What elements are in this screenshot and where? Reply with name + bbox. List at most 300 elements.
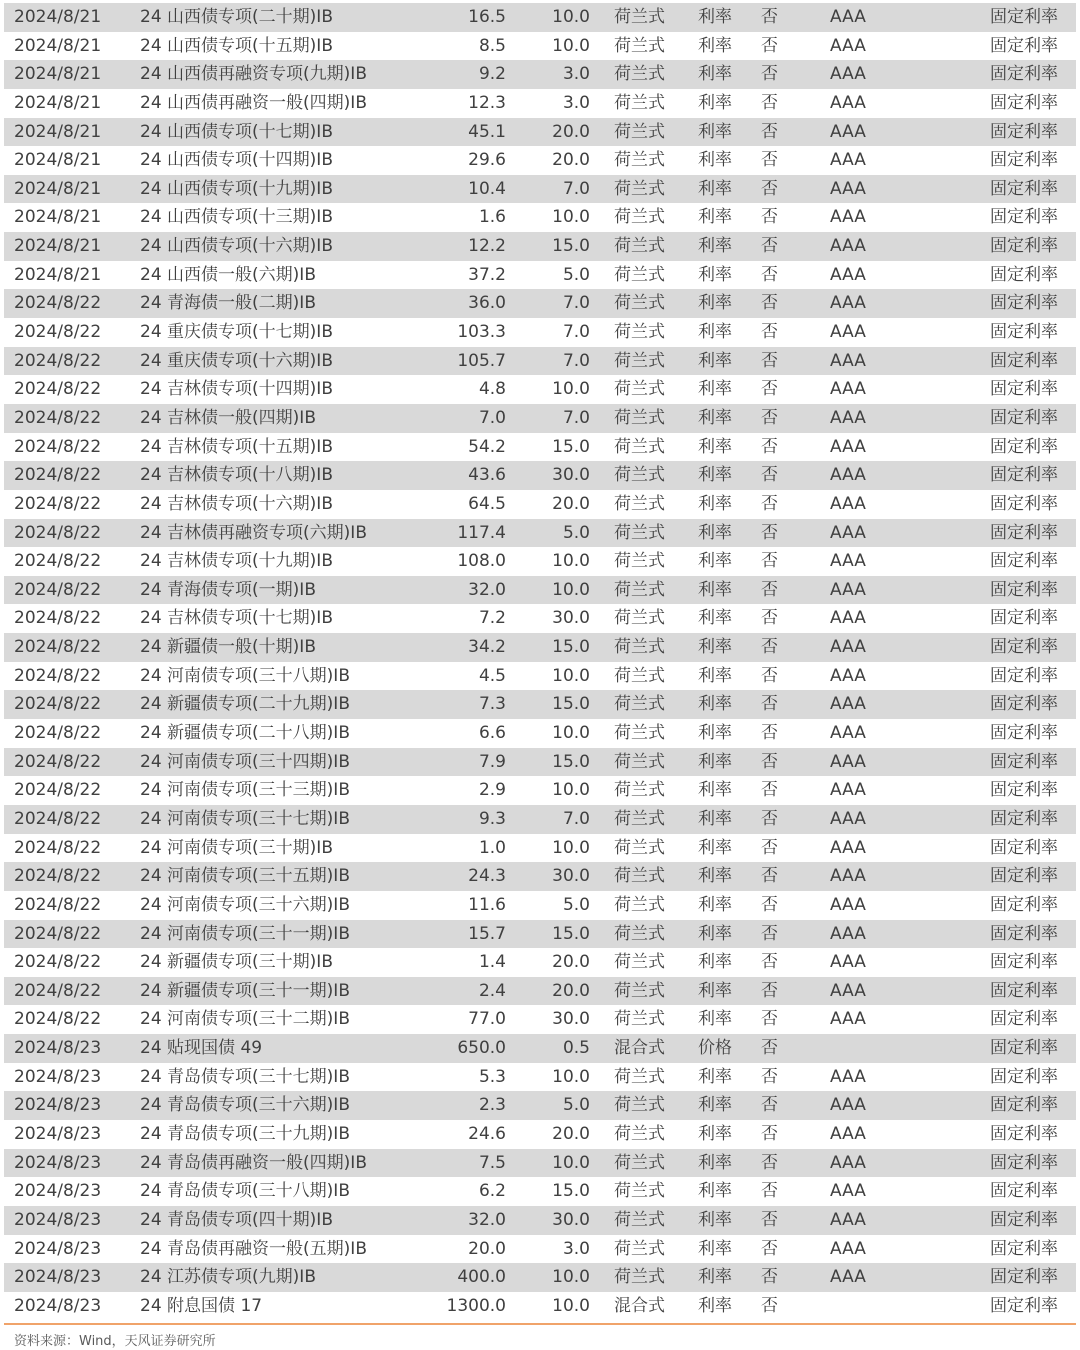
table-row [4, 1149, 1076, 1178]
issue-date-cell: 2024/8/22 [14, 322, 102, 343]
bond-name-cell: 24 山西债专项(十三期)IB [140, 207, 333, 228]
table-row [4, 1292, 1076, 1321]
bond-name-cell: 24 江苏债专项(九期)IB [140, 1267, 316, 1288]
rating-cell: AAA [830, 121, 866, 142]
rate-type-cell: 固定利率 [990, 551, 1058, 572]
embedded-option-cell: 否 [761, 436, 778, 457]
table-row [4, 347, 1076, 376]
embedded-option-cell: 否 [761, 1295, 778, 1316]
embedded-option-cell: 否 [761, 1181, 778, 1202]
auction-method-cell: 荷兰式 [614, 894, 665, 915]
issue-date-cell: 2024/8/23 [14, 1123, 102, 1144]
rating-cell: AAA [830, 465, 866, 486]
embedded-option-cell: 否 [761, 64, 778, 85]
rating-cell: AAA [830, 264, 866, 285]
rating-cell: AAA [830, 923, 866, 944]
rate-type-cell: 固定利率 [990, 780, 1058, 801]
issue-date-cell: 2024/8/22 [14, 293, 102, 314]
auction-method-cell: 荷兰式 [614, 1095, 665, 1116]
bond-name-cell: 24 吉林债专项(十八期)IB [140, 465, 333, 486]
bid-target-cell: 利率 [698, 1123, 732, 1144]
term-cell: 10.0 [552, 207, 590, 228]
issue-date-cell: 2024/8/22 [14, 436, 102, 457]
table-row [4, 805, 1076, 834]
rate-type-cell: 固定利率 [990, 1181, 1058, 1202]
rating-cell: AAA [830, 894, 866, 915]
embedded-option-cell: 否 [761, 7, 778, 27]
rating-cell: AAA [830, 1238, 866, 1259]
rate-type-cell: 固定利率 [990, 866, 1058, 887]
table-row [4, 662, 1076, 691]
term-cell: 0.5 [562, 1038, 590, 1059]
rating-cell: AAA [830, 150, 866, 171]
bond-issuance-table [4, 3, 1076, 1320]
auction-method-cell: 荷兰式 [614, 465, 665, 486]
rate-type-cell: 固定利率 [990, 751, 1058, 772]
bid-target-cell: 利率 [698, 293, 732, 314]
table-row [4, 948, 1076, 977]
auction-method-cell: 荷兰式 [614, 579, 665, 600]
issue-date-cell: 2024/8/23 [14, 1181, 102, 1202]
issue-date-cell: 2024/8/22 [14, 379, 102, 400]
issue-amount-cell: 2.4 [478, 980, 506, 1001]
rate-type-cell: 固定利率 [990, 150, 1058, 171]
table-row [4, 1177, 1076, 1206]
issue-date-cell: 2024/8/22 [14, 407, 102, 428]
issue-amount-cell: 54.2 [468, 436, 506, 457]
rating-cell: AAA [830, 751, 866, 772]
bond-name-cell: 24 青海债专项(一期)IB [140, 579, 316, 600]
issue-date-cell: 2024/8/22 [14, 608, 102, 629]
auction-method-cell: 荷兰式 [614, 723, 665, 744]
rating-cell: AAA [830, 608, 866, 629]
bond-name-cell: 24 山西债专项(十九期)IB [140, 178, 333, 199]
source-divider [4, 1323, 1076, 1325]
rate-type-cell: 固定利率 [990, 694, 1058, 715]
table-row [4, 261, 1076, 290]
issue-date-cell: 2024/8/23 [14, 1267, 102, 1288]
auction-method-cell: 荷兰式 [614, 207, 665, 228]
term-cell: 15.0 [552, 637, 590, 658]
embedded-option-cell: 否 [761, 493, 778, 514]
issue-date-cell: 2024/8/22 [14, 465, 102, 486]
issue-amount-cell: 24.3 [468, 866, 506, 887]
table-row [4, 1120, 1076, 1149]
bond-name-cell: 24 青岛债专项(四十期)IB [140, 1209, 333, 1230]
auction-method-cell: 荷兰式 [614, 236, 665, 257]
table-row [4, 318, 1076, 347]
bond-name-cell: 24 青岛债专项(三十六期)IB [140, 1095, 350, 1116]
rating-cell: AAA [830, 837, 866, 858]
bid-target-cell: 利率 [698, 64, 732, 85]
issue-amount-cell: 77.0 [468, 1009, 506, 1030]
table-row [4, 920, 1076, 949]
bid-target-cell: 利率 [698, 522, 732, 543]
bond-name-cell: 24 河南债专项(三十四期)IB [140, 751, 350, 772]
table-row [4, 1005, 1076, 1034]
rate-type-cell: 固定利率 [990, 808, 1058, 829]
bid-target-cell: 利率 [698, 35, 732, 56]
auction-method-cell: 荷兰式 [614, 264, 665, 285]
embedded-option-cell: 否 [761, 207, 778, 228]
issue-amount-cell: 11.6 [468, 894, 506, 915]
bond-name-cell: 24 吉林债专项(十七期)IB [140, 608, 333, 629]
embedded-option-cell: 否 [761, 35, 778, 56]
rate-type-cell: 固定利率 [990, 493, 1058, 514]
bond-name-cell: 24 山西债再融资一般(四期)IB [140, 92, 367, 113]
term-cell: 7.0 [562, 808, 590, 829]
term-cell: 7.0 [562, 178, 590, 199]
issue-date-cell: 2024/8/22 [14, 894, 102, 915]
rating-cell: AAA [830, 723, 866, 744]
table-row [4, 433, 1076, 462]
rate-type-cell: 固定利率 [990, 7, 1058, 27]
rating-cell: AAA [830, 1267, 866, 1288]
bid-target-cell: 利率 [698, 665, 732, 686]
embedded-option-cell: 否 [761, 579, 778, 600]
table-row [4, 461, 1076, 490]
auction-method-cell: 荷兰式 [614, 1152, 665, 1173]
bid-target-cell: 利率 [698, 92, 732, 113]
term-cell: 10.0 [552, 780, 590, 801]
bond-name-cell: 24 河南债专项(三十期)IB [140, 837, 333, 858]
term-cell: 20.0 [552, 1123, 590, 1144]
bid-target-cell: 利率 [698, 1209, 732, 1230]
auction-method-cell: 荷兰式 [614, 751, 665, 772]
rate-type-cell: 固定利率 [990, 178, 1058, 199]
issue-date-cell: 2024/8/21 [14, 264, 102, 285]
auction-method-cell: 荷兰式 [614, 665, 665, 686]
issue-date-cell: 2024/8/21 [14, 150, 102, 171]
issue-date-cell: 2024/8/22 [14, 952, 102, 973]
embedded-option-cell: 否 [761, 665, 778, 686]
issue-amount-cell: 1.0 [478, 837, 506, 858]
term-cell: 30.0 [552, 608, 590, 629]
table-row [4, 60, 1076, 89]
auction-method-cell: 荷兰式 [614, 293, 665, 314]
rating-cell: AAA [830, 808, 866, 829]
issue-amount-cell: 7.3 [478, 694, 506, 715]
bid-target-cell: 利率 [698, 1009, 732, 1030]
rating-cell: AAA [830, 322, 866, 343]
term-cell: 20.0 [552, 493, 590, 514]
bid-target-cell: 利率 [698, 579, 732, 600]
term-cell: 10.0 [552, 723, 590, 744]
bid-target-cell: 利率 [698, 407, 732, 428]
bond-name-cell: 24 山西债专项(十七期)IB [140, 121, 333, 142]
table-row [4, 404, 1076, 433]
issue-date-cell: 2024/8/22 [14, 694, 102, 715]
issue-date-cell: 2024/8/22 [14, 923, 102, 944]
issue-date-cell: 2024/8/22 [14, 522, 102, 543]
table-row [4, 1206, 1076, 1235]
term-cell: 20.0 [552, 980, 590, 1001]
auction-method-cell: 荷兰式 [614, 7, 665, 27]
table-row [4, 289, 1076, 318]
table-row [4, 519, 1076, 548]
issue-amount-cell: 108.0 [457, 551, 506, 572]
bid-target-cell: 利率 [698, 952, 732, 973]
bid-target-cell: 利率 [698, 7, 732, 27]
term-cell: 5.0 [562, 894, 590, 915]
bond-name-cell: 24 山西债专项(十四期)IB [140, 150, 333, 171]
issue-amount-cell: 103.3 [457, 322, 506, 343]
bid-target-cell: 利率 [698, 866, 732, 887]
issue-date-cell: 2024/8/21 [14, 207, 102, 228]
rating-cell: AAA [830, 952, 866, 973]
issue-date-cell: 2024/8/22 [14, 980, 102, 1001]
embedded-option-cell: 否 [761, 1267, 778, 1288]
rate-type-cell: 固定利率 [990, 236, 1058, 257]
rating-cell: AAA [830, 178, 866, 199]
issue-date-cell: 2024/8/23 [14, 1238, 102, 1259]
embedded-option-cell: 否 [761, 465, 778, 486]
rating-cell: AAA [830, 1209, 866, 1230]
issue-amount-cell: 7.9 [478, 751, 506, 772]
bond-name-cell: 24 新疆债专项(二十八期)IB [140, 723, 350, 744]
issue-amount-cell: 32.0 [468, 579, 506, 600]
rate-type-cell: 固定利率 [990, 637, 1058, 658]
issue-date-cell: 2024/8/22 [14, 1009, 102, 1030]
bid-target-cell: 利率 [698, 1181, 732, 1202]
term-cell: 5.0 [562, 522, 590, 543]
embedded-option-cell: 否 [761, 522, 778, 543]
bond-name-cell: 24 吉林债再融资专项(六期)IB [140, 522, 367, 543]
embedded-option-cell: 否 [761, 178, 778, 199]
term-cell: 30.0 [552, 465, 590, 486]
embedded-option-cell: 否 [761, 1238, 778, 1259]
embedded-option-cell: 否 [761, 923, 778, 944]
rate-type-cell: 固定利率 [990, 1038, 1058, 1059]
issue-amount-cell: 650.0 [457, 1038, 506, 1059]
rating-cell: AAA [830, 1009, 866, 1030]
rate-type-cell: 固定利率 [990, 1238, 1058, 1259]
rate-type-cell: 固定利率 [990, 980, 1058, 1001]
rate-type-cell: 固定利率 [990, 608, 1058, 629]
issue-amount-cell: 4.5 [478, 665, 506, 686]
term-cell: 10.0 [552, 35, 590, 56]
auction-method-cell: 荷兰式 [614, 178, 665, 199]
issue-date-cell: 2024/8/22 [14, 780, 102, 801]
rating-cell: AAA [830, 1181, 866, 1202]
embedded-option-cell: 否 [761, 723, 778, 744]
bond-name-cell: 24 河南债专项(三十三期)IB [140, 780, 350, 801]
term-cell: 7.0 [562, 293, 590, 314]
bond-name-cell: 24 河南债专项(三十二期)IB [140, 1009, 350, 1030]
rate-type-cell: 固定利率 [990, 522, 1058, 543]
rating-cell: AAA [830, 866, 866, 887]
bid-target-cell: 利率 [698, 379, 732, 400]
embedded-option-cell: 否 [761, 952, 778, 973]
bid-target-cell: 利率 [698, 551, 732, 572]
issue-date-cell: 2024/8/21 [14, 7, 102, 27]
auction-method-cell: 荷兰式 [614, 694, 665, 715]
auction-method-cell: 混合式 [614, 1038, 665, 1059]
issue-amount-cell: 12.2 [468, 236, 506, 257]
issue-amount-cell: 9.2 [478, 64, 506, 85]
bid-target-cell: 利率 [698, 264, 732, 285]
table-row [4, 576, 1076, 605]
auction-method-cell: 荷兰式 [614, 1009, 665, 1030]
bond-name-cell: 24 贴现国债 49 [140, 1038, 263, 1059]
auction-method-cell: 荷兰式 [614, 379, 665, 400]
rate-type-cell: 固定利率 [990, 350, 1058, 371]
bid-target-cell: 利率 [698, 150, 732, 171]
rate-type-cell: 固定利率 [990, 1209, 1058, 1230]
issue-date-cell: 2024/8/21 [14, 178, 102, 199]
auction-method-cell: 荷兰式 [614, 1267, 665, 1288]
bid-target-cell: 利率 [698, 121, 732, 142]
term-cell: 10.0 [552, 379, 590, 400]
issue-amount-cell: 16.5 [468, 7, 506, 27]
embedded-option-cell: 否 [761, 837, 778, 858]
rating-cell: AAA [830, 980, 866, 1001]
auction-method-cell: 荷兰式 [614, 1209, 665, 1230]
table-row [4, 748, 1076, 777]
issue-amount-cell: 1.6 [478, 207, 506, 228]
term-cell: 5.0 [562, 264, 590, 285]
bid-target-cell: 利率 [698, 465, 732, 486]
auction-method-cell: 荷兰式 [614, 522, 665, 543]
bond-name-cell: 24 河南债专项(三十六期)IB [140, 894, 350, 915]
rating-cell: AAA [830, 379, 866, 400]
term-cell: 20.0 [552, 121, 590, 142]
term-cell: 15.0 [552, 923, 590, 944]
rating-cell: AAA [830, 1095, 866, 1116]
table-row [4, 175, 1076, 204]
issue-amount-cell: 400.0 [457, 1267, 506, 1288]
issue-date-cell: 2024/8/22 [14, 350, 102, 371]
rating-cell: AAA [830, 293, 866, 314]
issue-date-cell: 2024/8/22 [14, 808, 102, 829]
term-cell: 15.0 [552, 751, 590, 772]
bond-name-cell: 24 新疆债一般(十期)IB [140, 637, 316, 658]
auction-method-cell: 荷兰式 [614, 837, 665, 858]
bond-name-cell: 24 新疆债专项(三十期)IB [140, 952, 333, 973]
rate-type-cell: 固定利率 [990, 264, 1058, 285]
bond-name-cell: 24 河南债专项(三十八期)IB [140, 665, 350, 686]
table-row [4, 1063, 1076, 1092]
issue-date-cell: 2024/8/22 [14, 637, 102, 658]
issue-date-cell: 2024/8/23 [14, 1209, 102, 1230]
issue-amount-cell: 4.8 [478, 379, 506, 400]
rating-cell: AAA [830, 579, 866, 600]
rating-cell: AAA [830, 207, 866, 228]
issue-date-cell: 2024/8/23 [14, 1295, 102, 1316]
auction-method-cell: 荷兰式 [614, 407, 665, 428]
bid-target-cell: 利率 [698, 637, 732, 658]
rate-type-cell: 固定利率 [990, 1066, 1058, 1087]
issue-amount-cell: 2.9 [478, 780, 506, 801]
bid-target-cell: 利率 [698, 1267, 732, 1288]
rate-type-cell: 固定利率 [990, 92, 1058, 113]
issue-date-cell: 2024/8/21 [14, 236, 102, 257]
issue-amount-cell: 37.2 [468, 264, 506, 285]
bond-name-cell: 24 重庆债专项(十七期)IB [140, 322, 333, 343]
issue-amount-cell: 9.3 [478, 808, 506, 829]
bid-target-cell: 利率 [698, 178, 732, 199]
term-cell: 5.0 [562, 1095, 590, 1116]
auction-method-cell: 荷兰式 [614, 322, 665, 343]
issue-date-cell: 2024/8/22 [14, 837, 102, 858]
bid-target-cell: 利率 [698, 723, 732, 744]
bond-name-cell: 24 青岛债专项(三十七期)IB [140, 1066, 350, 1087]
auction-method-cell: 荷兰式 [614, 350, 665, 371]
auction-method-cell: 荷兰式 [614, 866, 665, 887]
issue-date-cell: 2024/8/23 [14, 1066, 102, 1087]
term-cell: 15.0 [552, 236, 590, 257]
bid-target-cell: 利率 [698, 751, 732, 772]
embedded-option-cell: 否 [761, 808, 778, 829]
issue-amount-cell: 24.6 [468, 1123, 506, 1144]
term-cell: 10.0 [552, 665, 590, 686]
embedded-option-cell: 否 [761, 894, 778, 915]
bid-target-cell: 利率 [698, 1095, 732, 1116]
issue-amount-cell: 7.5 [478, 1152, 506, 1173]
term-cell: 30.0 [552, 866, 590, 887]
rate-type-cell: 固定利率 [990, 579, 1058, 600]
rate-type-cell: 固定利率 [990, 379, 1058, 400]
bid-target-cell: 利率 [698, 322, 732, 343]
term-cell: 10.0 [552, 1295, 590, 1316]
term-cell: 10.0 [552, 551, 590, 572]
table-row [4, 490, 1076, 519]
issue-date-cell: 2024/8/22 [14, 866, 102, 887]
auction-method-cell: 荷兰式 [614, 92, 665, 113]
issue-date-cell: 2024/8/22 [14, 665, 102, 686]
issue-date-cell: 2024/8/22 [14, 551, 102, 572]
embedded-option-cell: 否 [761, 1009, 778, 1030]
table-row [4, 1235, 1076, 1264]
rating-cell: AAA [830, 665, 866, 686]
auction-method-cell: 荷兰式 [614, 150, 665, 171]
bond-name-cell: 24 河南债专项(三十五期)IB [140, 866, 350, 887]
bid-target-cell: 利率 [698, 207, 732, 228]
bond-name-cell: 24 重庆债专项(十六期)IB [140, 350, 333, 371]
rate-type-cell: 固定利率 [990, 207, 1058, 228]
embedded-option-cell: 否 [761, 751, 778, 772]
term-cell: 3.0 [562, 1238, 590, 1259]
bid-target-cell: 利率 [698, 1295, 732, 1316]
rating-cell: AAA [830, 522, 866, 543]
term-cell: 7.0 [562, 407, 590, 428]
issue-amount-cell: 12.3 [468, 92, 506, 113]
embedded-option-cell: 否 [761, 121, 778, 142]
table-row [4, 1091, 1076, 1120]
embedded-option-cell: 否 [761, 322, 778, 343]
bond-name-cell: 24 青岛债专项(三十九期)IB [140, 1123, 350, 1144]
rating-cell: AAA [830, 1123, 866, 1144]
embedded-option-cell: 否 [761, 866, 778, 887]
embedded-option-cell: 否 [761, 379, 778, 400]
rating-cell: AAA [830, 780, 866, 801]
rating-cell: AAA [830, 236, 866, 257]
term-cell: 3.0 [562, 64, 590, 85]
issue-amount-cell: 5.3 [478, 1066, 506, 1087]
rating-cell: AAA [830, 551, 866, 572]
issue-date-cell: 2024/8/21 [14, 121, 102, 142]
rating-cell: AAA [830, 64, 866, 85]
issue-amount-cell: 105.7 [457, 350, 506, 371]
rate-type-cell: 固定利率 [990, 121, 1058, 142]
issue-date-cell: 2024/8/21 [14, 64, 102, 85]
rate-type-cell: 固定利率 [990, 35, 1058, 56]
bid-target-cell: 价格 [698, 1038, 732, 1059]
bid-target-cell: 利率 [698, 1238, 732, 1259]
embedded-option-cell: 否 [761, 637, 778, 658]
table-row [4, 690, 1076, 719]
bid-target-cell: 利率 [698, 436, 732, 457]
